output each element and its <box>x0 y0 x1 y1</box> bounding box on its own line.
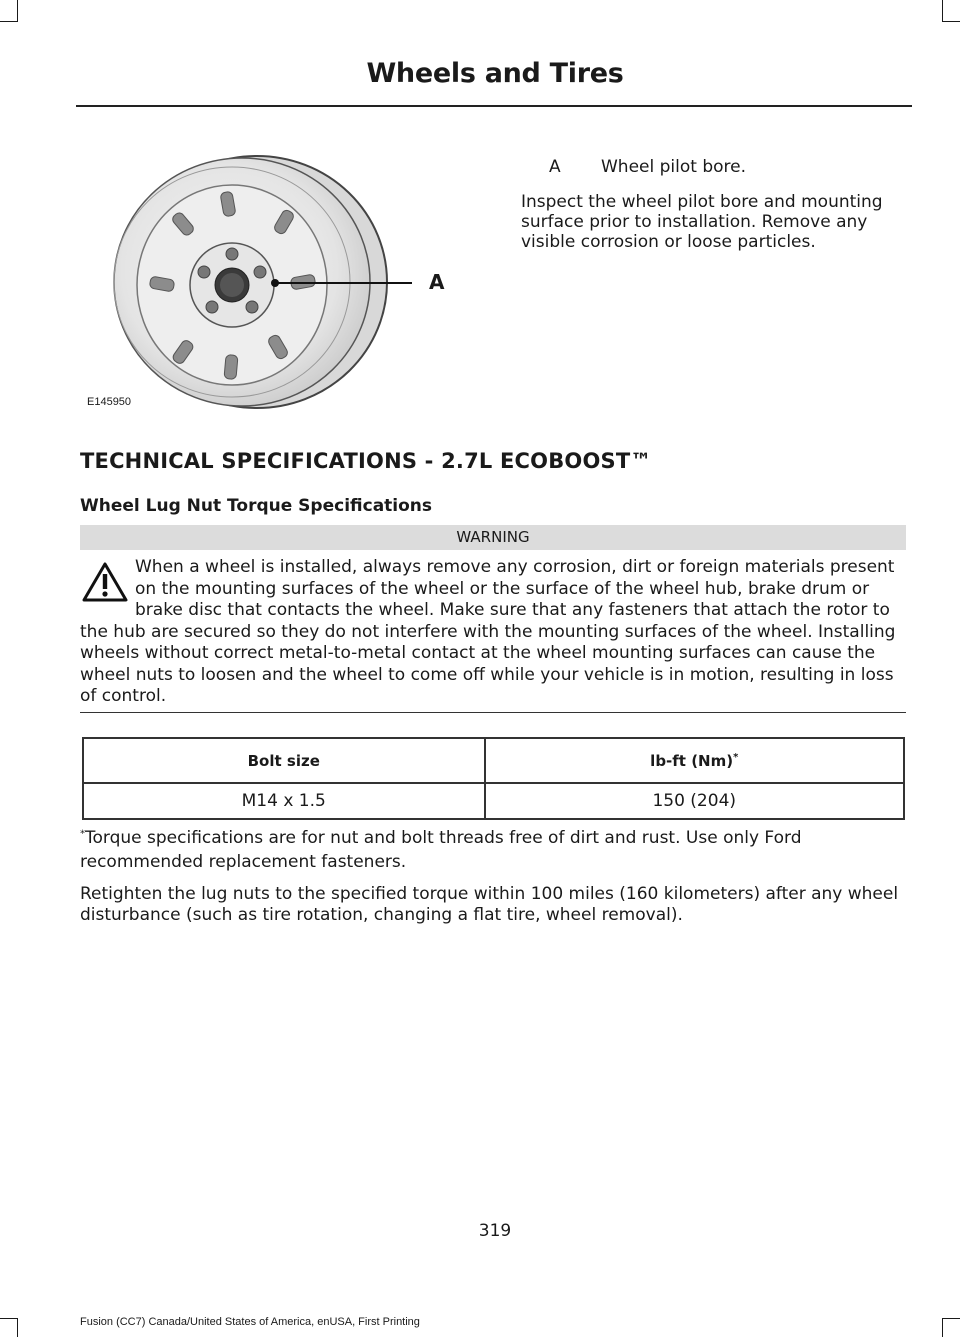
warning-text <box>80 557 906 708</box>
table-cell-bolt-size: M14 x 1.5 <box>83 783 485 819</box>
torque-spec-table <box>82 737 905 820</box>
crop-mark <box>942 0 943 22</box>
figure-callout-label: A <box>429 270 445 294</box>
footnote <box>80 826 906 874</box>
crop-mark <box>942 1318 943 1337</box>
footer-text: Fusion (CC7) Canada/United States of America, enUSA, First Printing <box>80 1316 420 1328</box>
column-header-torque: lb-ft (Nm)* <box>485 738 905 783</box>
legend-key: A <box>549 157 561 177</box>
figure-id: E145950 <box>87 396 132 408</box>
legend-description: Wheel pilot bore. <box>601 157 747 177</box>
warning-body: When a wheel is installed, always remove any corrosion, dirt or foreign materials present on the mounting surfaces of the wheel or the surface of the wheel hub, brake drum or brake disc that contacts the wheel. Make sure that any fasteners that attach the rotor to the hub are secured so they do not interfere with the mounting surfaces of the wheel. Installing wheels without correct metal-to-metal contact at the wheel mounting surfaces can cause the wheel nuts to loosen and the wheel to come off while your vehicle is in motion, resulting in loss of control. <box>80 557 896 706</box>
crop-mark <box>0 1318 18 1319</box>
crop-mark <box>942 21 960 22</box>
warning-divider <box>80 712 906 713</box>
warning-triangle-icon <box>82 561 128 603</box>
warning-label: WARNING <box>80 525 906 550</box>
page-title: Wheels and Tires <box>366 58 624 89</box>
table-cell-torque: 150 (204) <box>485 783 905 819</box>
retighten-paragraph: Retighten the lug nuts to the specified torque within 100 miles (160 kilometers) after any wheel disturbance (such as tire rotation, changing a flat tire, wheel removal). <box>80 884 899 925</box>
title-divider <box>76 105 912 107</box>
column-header-bolt-size: Bolt size <box>83 738 485 783</box>
crop-mark <box>17 1318 18 1337</box>
wheel-rim-illustration <box>82 150 462 415</box>
intro-paragraph: Inspect the wheel pilot bore and mounting surface prior to installation. Remove any visible corrosion or loose particles. <box>521 192 883 252</box>
section-subheading: Wheel Lug Nut Torque Specifications <box>80 496 433 516</box>
crop-mark <box>942 1318 960 1319</box>
crop-mark <box>17 0 18 22</box>
figure-legend <box>549 157 746 177</box>
footnote-marker: * <box>733 751 739 763</box>
wheel-figure <box>82 150 462 415</box>
table-header-row <box>83 738 904 783</box>
footnote-mark: * <box>80 828 85 840</box>
crop-mark <box>0 21 18 22</box>
page-number: 319 <box>478 1221 512 1241</box>
section-heading: TECHNICAL SPECIFICATIONS - 2.7L ECOBOOST™ <box>80 449 652 473</box>
footnote-text: Torque specifications are for nut and bolt threads free of dirt and rust. Use only Ford recommended replacement fasteners. <box>80 828 802 872</box>
table-row <box>83 783 904 819</box>
